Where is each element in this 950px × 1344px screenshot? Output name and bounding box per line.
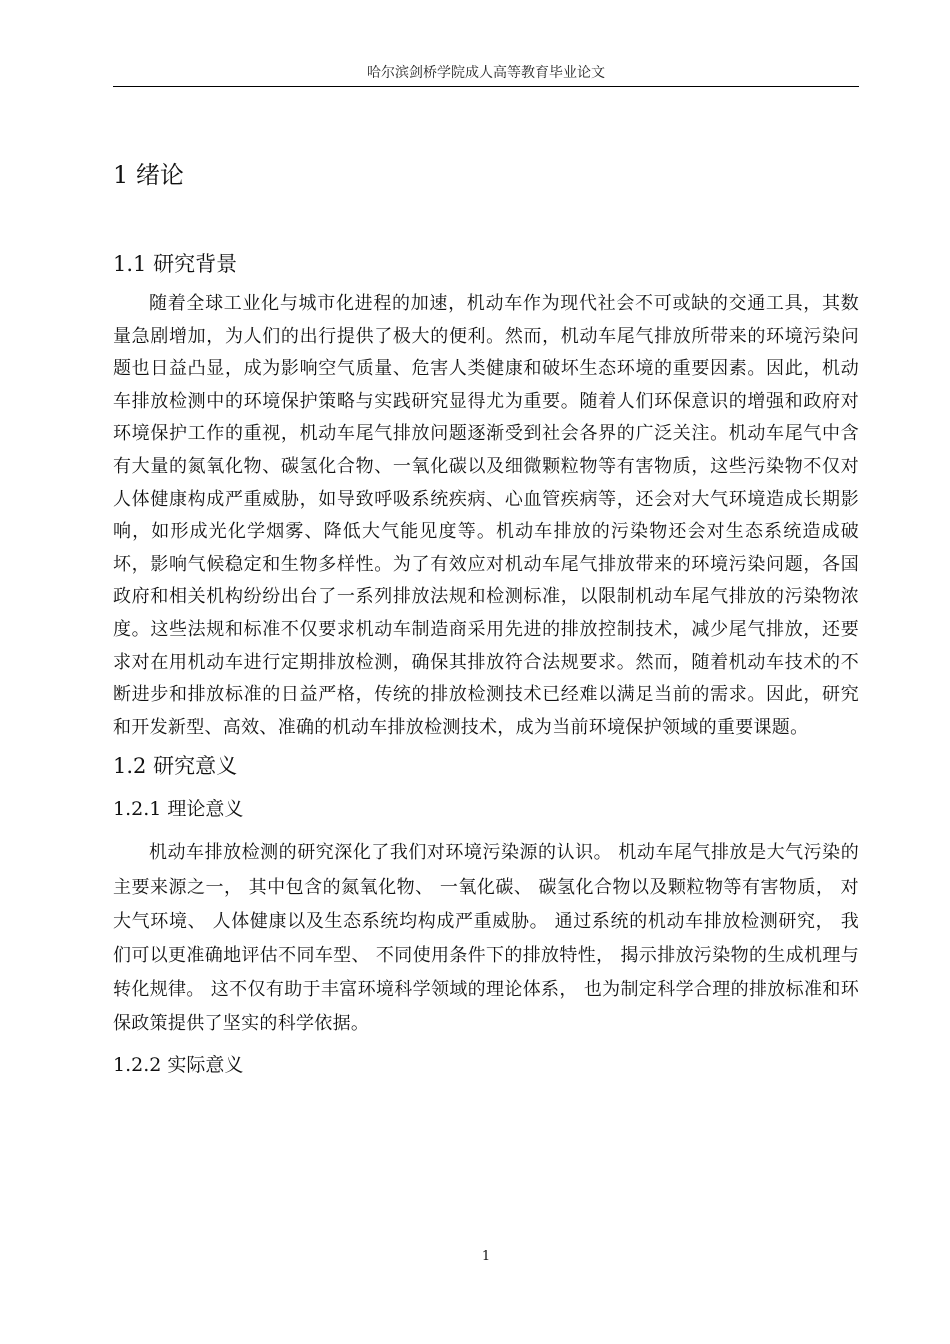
main-content — [113, 150, 859, 1086]
page-number: 1 — [481, 1249, 491, 1264]
header-divider — [113, 86, 859, 87]
background-paragraph: 随着全球工业化与城市化进程的加速，机动车作为现代社会不可或缺的交通工具，其数量急剧增加，为人们的出行提供了极大的便利。然而，机动车尾气排放所带来的环境污染问题也日益凸显，成为影响空气质量、危害人类健康和破坏生态环境的重要因素。因此，机动车排放检测中的环境保护策略与实践研究显得尤为重要。随着人们环保意识的增强和政府对环境保护工作的重视，机动车尾气排放问题逐渐受到社会各界的广泛关注。机动车尾气中含有大量的氮氧化物、碳氢化合物、一氧化碳以及细微颗粒物等有害物质，这些污染物不仅对人体健康构成严重威胁，如导致呼吸系统疾病、心血管疾病等，还会对大气环境造成长期影响，如形成光化学烟雾、降低大气能见度等。机动车排放的污染物还会对生态系统造成破坏，影响气候稳定和生物多样性。为了有效应对机动车尾气排放带来的环境污染问题，各国政府和相关机构纷纷出台了一系列排放法规和检测标准，以限制机动车尾气排放的污染物浓度。这些法规和标准不仅要求机动车制造商采用先进的排放控制技术，减少尾气排放，还要求对在用机动车进行定期排放检测，确保其排放符合法规要求。然而，随着机动车技术的不断进步和排放标准的日益严格，传统的排放检测技术已经难以满足当前的需求。因此，研究和开发新型、高效、准确的机动车排放检测技术，成为当前环境保护领域的重要课题。 — [113, 293, 859, 738]
subsection-title-theory: 1.2.1 理论意义 — [113, 798, 244, 821]
theory-paragraph: 机动车排放检测的研究深化了我们对环境污染源的认识。 机动车尾气排放是大气污染的主要来源之一， 其中包含的氮氧化物、 一氧化碳、 碳氢化合物以及颗粒物等有害物质， 对大气环境、 人体健康以及生态系统均构成严重威胁。 通过系统的机动车排放检测研究， 我们可以更准确地评估不同车型、 不同使用条件下的排放特性， 揭示排放污染物的生成机理与转化规律。 这不仅有助于丰富环境科学领域的理论体系， 也为制定科学合理的排放标准和环保政策提供了坚实的科学依据。 — [113, 842, 859, 1035]
running-header: 哈尔滨剑桥学院成人高等教育毕业论文 — [367, 65, 605, 81]
chapter-title: 1 绪论 — [113, 161, 184, 189]
section-title-significance: 1.2 研究意义 — [113, 754, 238, 779]
section-title-background: 1.1 研究背景 — [113, 252, 238, 276]
subsection-title-practice: 1.2.2 实际意义 — [113, 1053, 244, 1076]
